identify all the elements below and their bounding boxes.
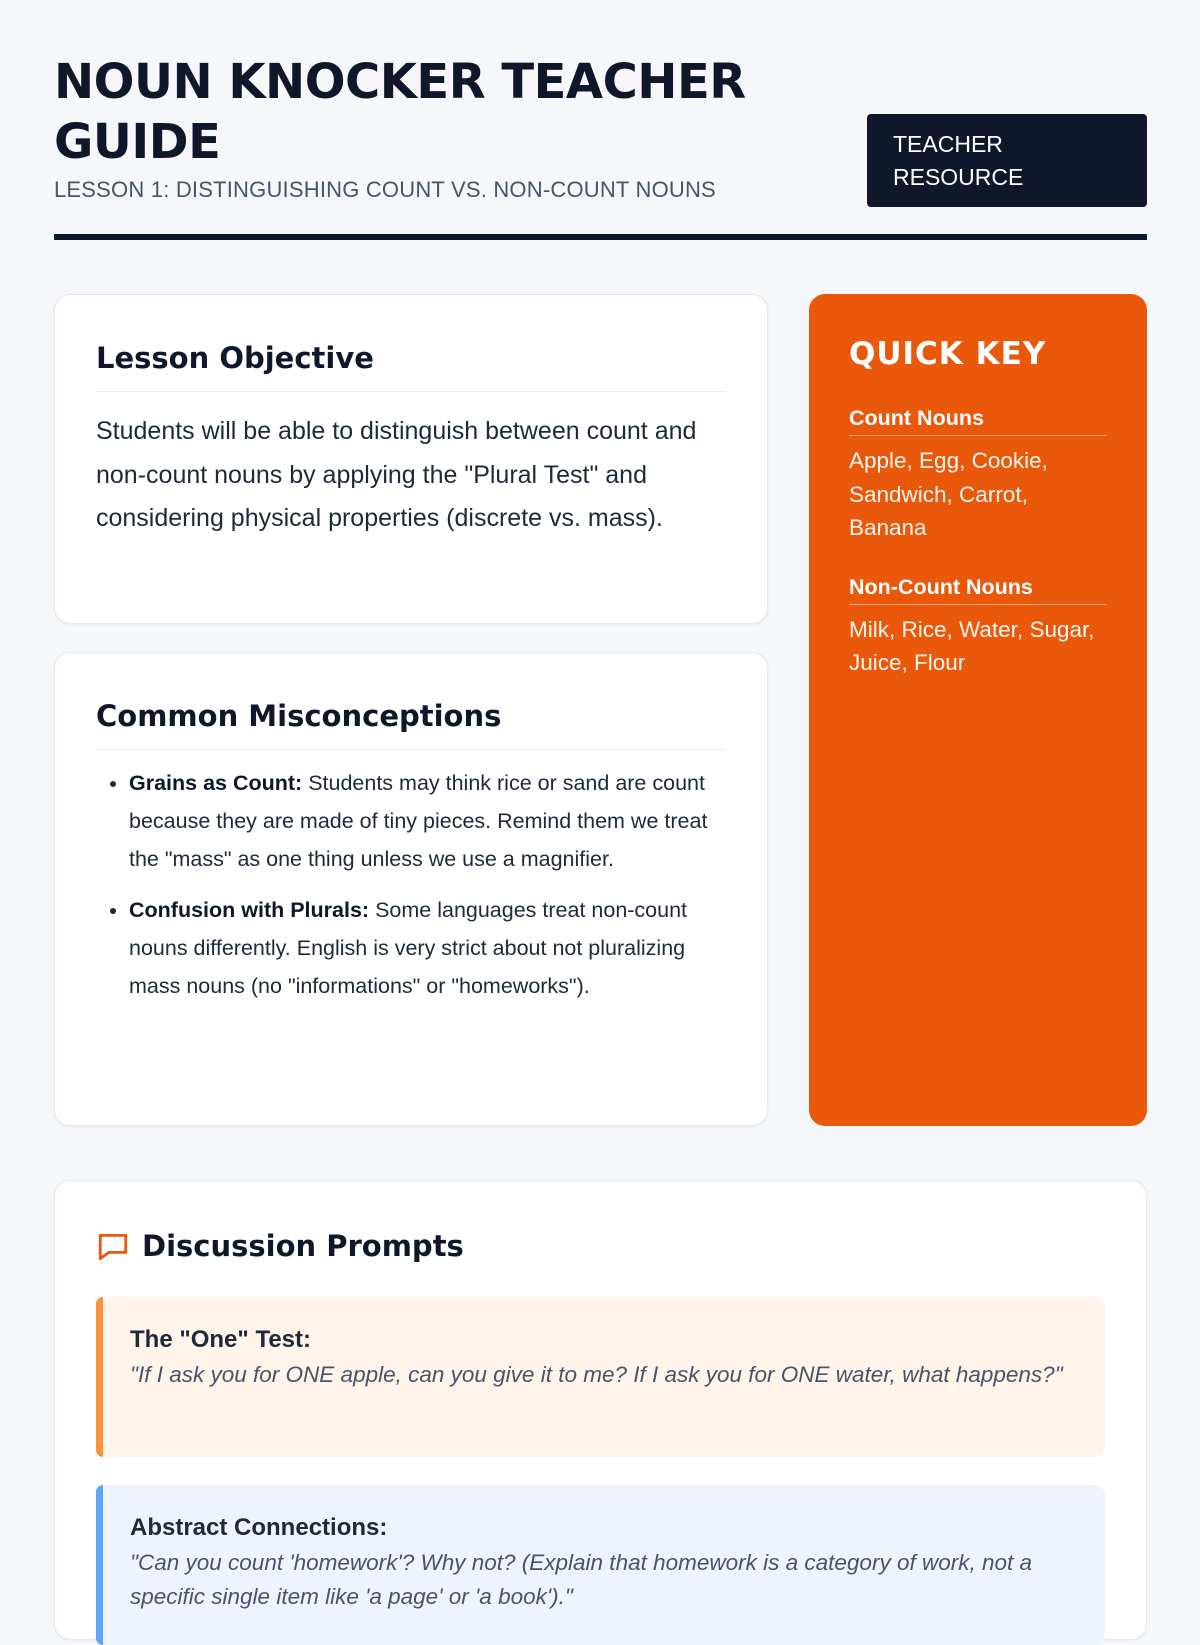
- discussion-prompt-one-test: [96, 1297, 1105, 1457]
- lesson-objective-text: Students will be able to distinguish between count and non-count nouns by applying the "Plural Test" and considering physical properties (discrete vs. mass).: [96, 417, 697, 532]
- misconception-text: Some languages treat non-count nouns differently. English is very strict about not pluralizing mass nouns (no "informations" or "homeworks").: [129, 898, 688, 998]
- misconception-text: Students may think rice or sand are count because they are made of tiny pieces. Remind them we treat the "mass" as one thing unless we use a magnifier.: [129, 771, 708, 871]
- chat-bubble-icon: [96, 1229, 130, 1263]
- misconceptions-heading: Common Misconceptions: [96, 699, 502, 733]
- prompt-text: "If I ask you for ONE apple, can you give it to me? If I ask you for ONE water, what happens?": [130, 1362, 1063, 1387]
- quick-key-items: Milk, Rice, Water, Sugar, Juice, Flour: [849, 616, 1095, 675]
- quick-key-label: Non-Count Nouns: [849, 575, 1107, 605]
- quick-key-label: Count Nouns: [849, 406, 1107, 436]
- teacher-guide-page: [54, 0, 1147, 1609]
- teacher-resource-badge: TEACHER RESOURCE: [867, 114, 1147, 207]
- lesson-subtitle: LESSON 1: DISTINGUISHING COUNT VS. NON-COUNT NOUNS: [54, 177, 716, 202]
- lesson-objective-card: [54, 294, 768, 624]
- quick-key-title: QUICK KEY: [849, 336, 1047, 372]
- misconception-term: Confusion with Plurals:: [129, 898, 370, 922]
- page-header: [54, 0, 1147, 242]
- quick-key-section-count: [849, 406, 1107, 545]
- quick-key-panel: [809, 294, 1147, 1126]
- misconceptions-card: [54, 652, 768, 1126]
- lesson-objective-heading: Lesson Objective: [96, 341, 374, 375]
- discussion-prompt-abstract: [96, 1485, 1105, 1645]
- quick-key-section-non-count: [849, 575, 1107, 680]
- discussion-heading: Discussion Prompts: [142, 1229, 464, 1263]
- discussion-prompts-card: [54, 1180, 1147, 1640]
- misconceptions-list: [96, 764, 726, 1005]
- list-item: [129, 764, 726, 878]
- card-divider: [96, 391, 726, 392]
- misconception-term: Grains as Count:: [129, 771, 303, 795]
- quick-key-items: Apple, Egg, Cookie, Sandwich, Carrot, Banana: [849, 448, 1048, 540]
- page-title: NOUN KNOCKER TEACHER GUIDE: [54, 54, 746, 170]
- list-item: [129, 891, 726, 1005]
- prompt-title: The "One" Test:: [130, 1326, 311, 1353]
- prompt-title: Abstract Connections:: [130, 1514, 388, 1541]
- header-divider: [54, 234, 1147, 240]
- prompt-text: "Can you count 'homework'? Why not? (Explain that homework is a category of work, not a specific single item like 'a page' or 'a book').": [130, 1550, 1033, 1609]
- card-divider: [96, 749, 726, 750]
- discussion-header: [96, 1181, 1105, 1265]
